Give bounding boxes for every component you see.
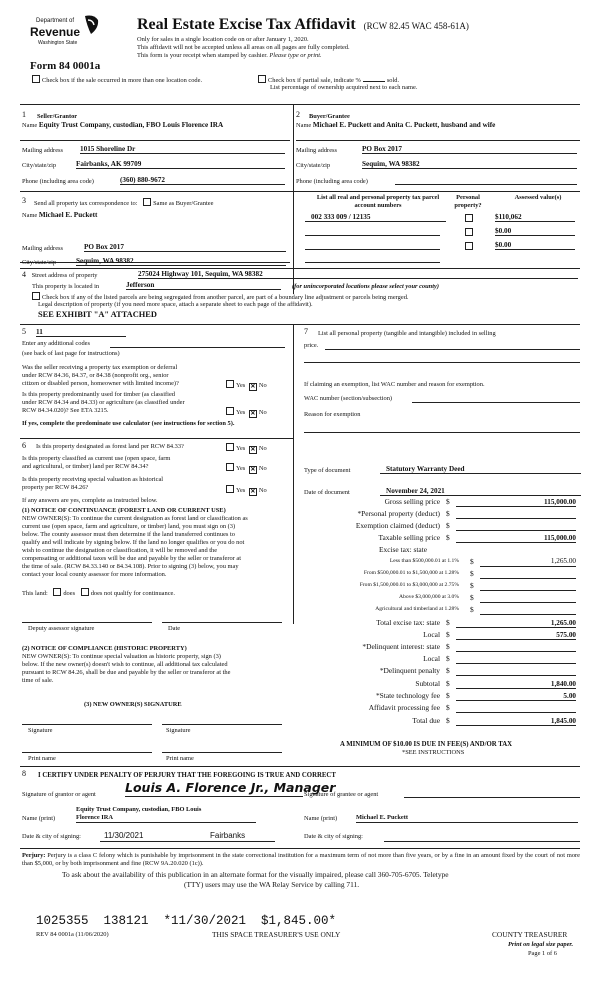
s5-q1-line: Was the seller receiving a property tax exemption or deferral	[22, 364, 178, 371]
does-checkbox[interactable]	[53, 588, 61, 596]
divider	[162, 622, 282, 623]
parcel-col1-header: List all real and personal property tax parcel account numbers	[316, 194, 440, 209]
seller-phone[interactable]: (360) 880-9672	[120, 176, 285, 185]
divider	[325, 349, 580, 350]
divider	[20, 324, 580, 325]
tax-row-total-state	[300, 619, 580, 629]
local-label: Local	[423, 630, 440, 639]
owner-signature-label: Signature	[166, 727, 191, 734]
header-note3-text: This form is your receipt when stamped by cashier.	[137, 52, 268, 59]
does-not-checkbox[interactable]	[81, 588, 89, 596]
correspondence-name[interactable]: Michael E. Puckett	[38, 211, 98, 219]
legal-paper-note: Print on legal size paper.	[508, 941, 574, 948]
multi-location-checkbox[interactable]	[32, 75, 40, 83]
tax-row-tier5	[300, 606, 580, 616]
seller-name[interactable]: Equity Trust Company, custodian, FBO Louis Florence IRA	[38, 121, 224, 129]
section2-num: 2	[296, 110, 300, 119]
s6-q2-line: and agricultural, or timber) land per RCW 84.34?	[22, 463, 149, 470]
section6-num: 6	[22, 441, 26, 450]
delinq-state-label: *Delinquent interest: state	[362, 642, 440, 651]
form-number: Form 84 0001a	[30, 60, 101, 72]
treasurer-space: THIS SPACE TREASURER'S USE ONLY	[212, 930, 341, 939]
no-label: No	[258, 465, 267, 472]
seller-city[interactable]: Fairbanks, AK 99709	[76, 160, 285, 169]
divider	[412, 402, 580, 403]
doc-type-label: Type of document	[304, 467, 351, 474]
dollar-sign: $	[446, 497, 450, 506]
tax-row-delinq-state	[300, 643, 580, 653]
divider	[20, 104, 580, 105]
correspondence-city[interactable]: Sequim, WA 98382	[76, 257, 286, 266]
grantee-name[interactable]: Michael E. Puckett	[356, 814, 578, 823]
owner-print-name-label: Print name	[28, 755, 56, 762]
dollar-sign: $	[446, 666, 450, 675]
dor-logo	[30, 14, 100, 56]
tax-row-exemption	[300, 522, 580, 532]
tax-row-local	[300, 631, 580, 641]
divider	[20, 438, 293, 439]
correspondence-name-row	[22, 212, 97, 220]
located-note: (for unincorporated locations please select your county)	[292, 283, 439, 290]
personal-value[interactable]	[456, 510, 576, 519]
parcel-col3-header: Assessed value(s)	[514, 194, 562, 201]
partial-percent-field[interactable]	[363, 81, 385, 82]
s6-q3-line: property per RCW 84.26?	[22, 484, 89, 491]
personal-property-checkbox[interactable]	[465, 242, 473, 250]
seller-name-row	[22, 122, 223, 130]
dollar-sign: $	[446, 716, 450, 725]
wac-label: WAC number (section/subsection)	[304, 395, 393, 402]
dollar-sign: $	[446, 521, 450, 530]
subtotal-label: Subtotal	[415, 679, 440, 688]
section1-num: 1	[22, 110, 26, 119]
notice1-line: wish to continue the designation or classification, it will be removed and the	[22, 547, 218, 554]
parcel-number[interactable]: 002 333 009 / 12135	[305, 213, 446, 222]
tier1-label: Less than $500,000.01 at 1.1%	[389, 558, 459, 564]
dept-line3: Washington State	[38, 40, 78, 46]
tier4-value[interactable]	[480, 594, 576, 603]
yes-label: Yes	[236, 382, 246, 389]
deputy-date-label: Date	[168, 625, 181, 632]
no-label: No	[258, 487, 267, 494]
assessed-value[interactable]: $110,062	[495, 213, 575, 222]
segregated-label: Check box if any of the listed parcels are being segregated from another parcel, are part of a boundary line adjustment or parcels being merged.	[42, 294, 409, 301]
title-ref: (RCW 82.45 WAC 458-61A)	[363, 21, 469, 31]
no-checkbox-checked[interactable]: ✕	[250, 411, 256, 417]
exemption-value[interactable]	[456, 522, 576, 531]
divider	[22, 752, 152, 753]
total-state-value[interactable]: 1,265.00	[456, 619, 576, 628]
same-as-buyer-label: Same as Buyer/Grantee	[153, 200, 214, 207]
personal-property-checkbox[interactable]	[465, 228, 473, 236]
divider	[304, 362, 580, 363]
notice1-line: NEW OWNER(S): To continue the current designation as forest land or classification as	[22, 515, 248, 522]
perjury-body: Perjury is a class C felony which is punishable by imprisonment in the state correctional institution for a maximum term of not more than five years, or by a fine in an amount fixed by the court of not more than $5,000, or by both imprisonment and fine (RCW 9A.20.020 (1c)).	[22, 852, 580, 867]
divider	[293, 104, 294, 294]
same-as-buyer-checkbox[interactable]	[143, 198, 151, 206]
dollar-sign: $	[446, 630, 450, 639]
dollar-sign: $	[446, 642, 450, 651]
seller-heading: Seller/Grantor	[37, 113, 78, 120]
personal-label: *Personal property (deduct)	[357, 509, 440, 518]
buyer-name[interactable]: Michael E. Puckett and Anita C. Puckett, husband and wife	[312, 121, 496, 129]
dollar-sign: $	[446, 618, 450, 627]
grantor-sig-label: Signature of grantor or agent	[22, 791, 96, 798]
tier3-value[interactable]	[480, 582, 576, 591]
parcel-row	[305, 241, 580, 253]
correspondence-label: Send all property tax correspondence to:	[34, 200, 138, 207]
divider	[22, 622, 152, 623]
header-note1: Only for sales in a single location code on or after January 1, 2020.	[137, 36, 309, 43]
tax-row-tier4	[300, 594, 580, 604]
notice1-line: below. The county assessor must then determine if the land transferred continues to	[22, 531, 235, 538]
section7-label2: price.	[304, 342, 319, 349]
divider	[20, 191, 580, 192]
no-checkbox-checked[interactable]: ✕	[250, 489, 256, 495]
dollar-sign: $	[446, 509, 450, 518]
perjury-label: Perjury:	[22, 852, 46, 859]
divider	[162, 752, 282, 753]
exemption-claimed-label: Exemption claimed (deduct)	[355, 521, 440, 530]
section4-num: 4	[22, 270, 26, 279]
divider	[20, 766, 580, 767]
buyer-city[interactable]: Sequim, WA 98382	[362, 160, 577, 169]
tier2-value[interactable]	[480, 570, 576, 579]
owner-sig-title: (3) NEW OWNER(S) SIGNATURE	[84, 701, 182, 708]
s6-if-yes: If any answers are yes, complete as instructed below.	[22, 497, 158, 504]
parcel-number[interactable]	[305, 241, 440, 250]
grantee-signature-line[interactable]	[404, 797, 580, 798]
s5-q1-line: under RCW 84.36, 84.37, or 84.38 (nonprofit org., senior	[22, 372, 169, 379]
s5-q2-line: under RCW 84.34 and 84.33) or agriculture (as classified under	[22, 399, 185, 406]
property-county[interactable]: Jefferson	[126, 281, 281, 290]
yes-label: Yes	[236, 465, 246, 472]
grantee-date-line[interactable]	[384, 841, 580, 842]
correspondence-name-label: Name	[22, 212, 38, 219]
codes-note: (see back of last page for instructions)	[22, 350, 120, 357]
tier5-label: Agricultural and timberland at 1.28%	[375, 606, 459, 612]
yes-label: Yes	[236, 487, 246, 494]
buyer-heading: Buyer/Grantee	[309, 113, 350, 120]
divider	[22, 724, 152, 725]
buyer-name-row	[296, 122, 495, 130]
property-street[interactable]: 275024 Highway 101, Sequim, WA 98382	[138, 270, 578, 279]
yes-checkbox[interactable]	[226, 407, 234, 415]
affidavit-fee-value[interactable]	[456, 704, 576, 713]
yes-checkbox[interactable]	[226, 380, 234, 388]
street-row	[22, 271, 97, 280]
notice1-line: current use (open space, farm and agriculture, or timber) land, you must sign on (3)	[22, 523, 236, 530]
divider	[162, 724, 282, 725]
yes-checkbox[interactable]	[226, 443, 234, 451]
street-label: Street address of property	[31, 272, 98, 279]
divider	[296, 140, 580, 141]
notice1-line: qualify and will indicate by signing below. If the land no longer qualifies or you do not	[22, 539, 245, 546]
tax-row-delinq-penalty	[300, 667, 580, 677]
correspondence-mailing-label: Mailing address	[22, 245, 63, 252]
affidavit-fee-label: Affidavit processing fee	[368, 703, 440, 712]
delinq-penalty-label: *Delinquent penalty	[379, 666, 440, 675]
divider	[293, 324, 294, 624]
tax-row-taxable	[300, 534, 580, 544]
dollar-sign: $	[470, 593, 474, 602]
buyer-name-label: Name	[296, 122, 312, 129]
reason-label: Reason for exemption	[304, 411, 361, 418]
divider	[20, 268, 580, 269]
buyer-mailing-label: Mailing address	[296, 147, 337, 154]
dept-line2: Revenue	[30, 25, 81, 39]
total-state-label: Total excise tax: state	[376, 618, 440, 627]
exemption-label: If claiming an exemption, list WAC number and reason for exemption.	[304, 381, 485, 388]
section3-num: 3	[22, 196, 26, 205]
notice1-line: contact your local county assessor for more information.	[22, 571, 167, 578]
notice1-line: compensating or additional taxes will be due and payable by the seller or transferor at	[22, 555, 241, 562]
yes-checkbox[interactable]	[226, 485, 234, 493]
grantor-name-label: Name (print)	[22, 815, 56, 822]
tier1-value[interactable]: 1,265.00	[480, 558, 576, 567]
section5-note: If yes, complete the predominate use calculator (see instructions for section 5).	[22, 420, 235, 427]
dollar-sign: $	[446, 703, 450, 712]
grantee-date-label: Date & city of signing:	[304, 833, 363, 840]
assessed-value[interactable]: $0.00	[495, 241, 575, 250]
header-note2: This affidavit will not be accepted unless all areas on all pages are fully completed.	[137, 44, 350, 51]
divider	[20, 848, 580, 849]
total-due-label: Total due	[412, 716, 440, 725]
divider	[305, 262, 440, 263]
partial-sold-label: sold.	[386, 77, 400, 84]
tax-row-delinq-local	[300, 655, 580, 665]
certify-statement: I CERTIFY UNDER PENALTY OF PERJURY THAT THE FOREGOING IS TRUE AND CORRECT	[38, 772, 336, 779]
tax-row-tier1	[300, 558, 580, 568]
availability-line1: To ask about the availability of this publication in an alternate format for the visually impaired, please call 360-705-6705. Teletype	[62, 870, 449, 879]
page-title	[137, 16, 469, 34]
notice2-title: (2) NOTICE OF COMPLIANCE (HISTORIC PROPERTY)	[22, 645, 187, 652]
delinq-penalty-value[interactable]	[456, 667, 576, 676]
taxable-label: Taxable selling price	[378, 533, 440, 542]
tax-row-tech-fee	[300, 692, 580, 702]
section7-label: List all personal property (tangible and intangible) included in selling	[318, 330, 496, 337]
grantee-name-label: Name (print)	[304, 815, 338, 822]
no-label: No	[258, 445, 267, 452]
section7-num: 7	[304, 327, 308, 336]
notice2-line: NEW OWNER(S): To continue special valuation as historic property, sign (3)	[22, 653, 221, 660]
does-not-label: does not qualify for continuance.	[90, 590, 175, 597]
seller-city-label: City/state/zip	[22, 162, 57, 169]
s5-q2-line: RCW 84.34.020)? See ETA 3215.	[22, 407, 109, 414]
notice2-line: time of sale.	[22, 677, 54, 684]
doc-type[interactable]: Statutory Warranty Deed	[380, 465, 581, 474]
located-label: This property is located in	[32, 283, 100, 290]
title-text: Real Estate Excise Tax Affidavit	[137, 16, 356, 33]
notice2-line: below. If the new owner(s) doesn't wish to continue, all additional tax calculated	[22, 661, 228, 668]
tax-row-tier3	[300, 582, 580, 592]
owner-print-name-label: Print name	[166, 755, 194, 762]
partial-note: List percentage of ownership acquired next to each name.	[270, 84, 418, 91]
s6-q2-answer[interactable]	[226, 463, 267, 474]
s5-q1-line: citizen or disabled person, homeowner with limited income)?	[22, 380, 179, 387]
this-land-row[interactable]	[22, 588, 175, 598]
grantor-city: Fairbanks	[210, 831, 246, 840]
notice2-line: pursuant to RCW 84.26, shall be due and payable by the seller or transferor at the	[22, 669, 231, 676]
s5-q2-line: Is this property predominantly used for timber (as classified	[22, 391, 175, 398]
treasurer-receipt-stamp: 1025355 138121 *11/30/2021 $1,845.00*	[36, 914, 337, 928]
tier2-label: From $500,000.01 to $1,500,000 at 1.28%	[363, 570, 459, 576]
parcel-col2-header: Personal property?	[454, 194, 482, 209]
buyer-mailing[interactable]: PO Box 2017	[362, 145, 577, 154]
tech-fee-label: *State technology fee	[375, 691, 440, 700]
s6-q3-line: Is this property receiving special valuation as historical	[22, 476, 164, 483]
yes-label: Yes	[236, 445, 246, 452]
buyer-phone-label: Phone (including area code)	[296, 178, 368, 185]
dollar-sign: $	[446, 679, 450, 688]
notice1-line: the time of sale. (RCW 84.33.140 or 84.34.108). Prior to signing (3) below, you may	[22, 563, 239, 570]
personal-property-checkbox[interactable]	[465, 214, 473, 222]
notice1-title: (1) NOTICE OF CONTINUANCE (FOREST LAND OR CURRENT USE)	[22, 507, 226, 514]
assessed-value[interactable]: $0.00	[495, 227, 575, 236]
subtotal-value[interactable]: 1,840.00	[456, 680, 576, 689]
seller-name-label: Name	[22, 122, 38, 129]
tax-row-subtotal	[300, 680, 580, 690]
segregated-checkbox[interactable]	[32, 292, 40, 300]
doc-date[interactable]: November 24, 2021	[380, 487, 581, 496]
dollar-sign: $	[470, 557, 474, 566]
taxable-value[interactable]: 115,000.00	[456, 534, 576, 543]
s5-q2-answer[interactable]	[226, 407, 267, 418]
dollar-sign: $	[470, 605, 474, 614]
tech-fee-value[interactable]: 5.00	[456, 692, 576, 701]
tier4-label: Above $3,000,000 at 3.0%	[399, 594, 459, 600]
washington-state-icon	[82, 14, 100, 36]
tax-row-affidavit-fee	[300, 704, 580, 714]
seller-phone-label: Phone (including area code)	[22, 178, 94, 185]
this-land-label: This land:	[22, 590, 48, 597]
correspondence-row	[34, 198, 213, 208]
local-value[interactable]: 575.00	[456, 631, 576, 640]
seller-mailing-label: Mailing address	[22, 147, 63, 154]
header-note3	[137, 52, 322, 60]
partial-sale-checkbox[interactable]	[258, 75, 266, 83]
section8-num: 8	[22, 769, 26, 778]
tax-row-gross	[300, 498, 580, 508]
dollar-sign: $	[446, 533, 450, 542]
correspondence-city-label: City/state/zip	[22, 259, 57, 266]
county-treasurer: COUNTY TREASURER	[492, 930, 568, 939]
correspondence-mailing[interactable]: PO Box 2017	[84, 243, 286, 252]
no-checkbox-checked[interactable]: ✕	[250, 384, 256, 390]
s6-q2-line: Is this property classified as current use (open space, farm	[22, 455, 171, 462]
grantee-sig-label: Signature of grantee or agent	[304, 791, 379, 798]
delinq-state-value[interactable]	[456, 643, 576, 652]
tier5-value[interactable]	[480, 606, 576, 615]
additional-codes-label: Enter any additional codes	[22, 340, 90, 347]
dept-line1: Department of	[36, 18, 75, 24]
delinq-local-value[interactable]	[456, 655, 576, 664]
page-number: Page 1 of 6	[528, 950, 557, 957]
grantor-date: 11/30/2021	[104, 831, 144, 840]
yes-label: Yes	[236, 409, 246, 416]
tier3-label: From $1,500,000.01 to $3,000,000 at 2.75%	[359, 582, 459, 588]
buyer-phone[interactable]	[395, 176, 577, 185]
s5-q1-answer[interactable]	[226, 380, 267, 391]
grantor-date-field[interactable]	[100, 831, 275, 842]
grantor-date-label: Date & city of signing:	[22, 833, 81, 840]
deputy-sig-label: Deputy assessor signature	[28, 625, 95, 632]
tax-row-total-due	[300, 717, 580, 727]
section5-num: 5	[22, 327, 26, 336]
owner-signature-label: Signature	[28, 727, 53, 734]
no-label: No	[258, 409, 267, 416]
does-label: does	[63, 590, 76, 597]
s6-q1: Is this property designated as forest land per RCW 84.33?	[36, 443, 184, 450]
excise-label: Excise tax: state	[379, 545, 428, 554]
divider	[304, 432, 580, 433]
seller-mailing[interactable]: 1015 Shoreline Dr	[80, 145, 285, 154]
s6-q3-answer[interactable]	[226, 485, 267, 496]
dollar-sign: $	[470, 581, 474, 590]
parcel-row	[305, 227, 580, 239]
partial-sale-label: Check box if partial sale, indicate %	[268, 77, 361, 84]
section5-code[interactable]: 11	[36, 328, 126, 337]
grantor-name-line2[interactable]: Florence IRA	[76, 814, 256, 823]
gross-value[interactable]: 115,000.00	[456, 498, 576, 507]
dollar-sign: $	[446, 691, 450, 700]
grantor-name-line1[interactable]: Equity Trust Company, custodian, FBO Louis	[76, 806, 202, 813]
multi-location-check[interactable]	[32, 75, 202, 85]
s6-q1-answer[interactable]	[226, 443, 267, 454]
parcel-number[interactable]	[305, 227, 440, 236]
dollar-sign: $	[446, 654, 450, 663]
multi-location-label: Check box if the sale occurred in more than one location code.	[42, 77, 203, 84]
dollar-sign: $	[470, 569, 474, 578]
header-note3-italic: Please type or print.	[269, 52, 322, 59]
rev-number: REV 84 0001a (11/06/2020)	[36, 931, 109, 938]
doc-date-label: Date of document	[304, 489, 350, 496]
see-instructions: *SEE INSTRUCTIONS	[402, 749, 465, 756]
yes-checkbox[interactable]	[226, 463, 234, 471]
grantor-signature[interactable]: Louis A. Florence Jr., Manager	[125, 780, 336, 795]
divider	[110, 347, 285, 348]
no-checkbox-checked[interactable]: ✕	[250, 447, 256, 453]
total-due-value[interactable]: 1,845.00	[456, 717, 576, 726]
legal-label: Legal description of property (if you need more space, attach a separate sheet to each page of the affidavit).	[38, 301, 313, 308]
divider	[20, 140, 290, 141]
gross-label: Gross selling price	[384, 497, 440, 506]
delinq-local-label: Local	[423, 654, 440, 663]
parcel-row	[305, 213, 580, 225]
no-label: No	[258, 382, 267, 389]
availability-line2: (TTY) users may use the WA Relay Service by calling 711.	[184, 880, 360, 889]
buyer-city-label: City/state/zip	[296, 162, 331, 169]
tax-row-personal	[300, 510, 580, 520]
tax-row-tier2	[300, 570, 580, 580]
minimum-note: A MINIMUM OF $10.00 IS DUE IN FEE(S) AND/OR TAX	[340, 741, 513, 748]
no-checkbox-checked[interactable]: ✕	[250, 467, 256, 473]
legal-description[interactable]: SEE EXHIBIT "A" ATTACHED	[38, 310, 157, 319]
perjury-text	[22, 852, 580, 867]
